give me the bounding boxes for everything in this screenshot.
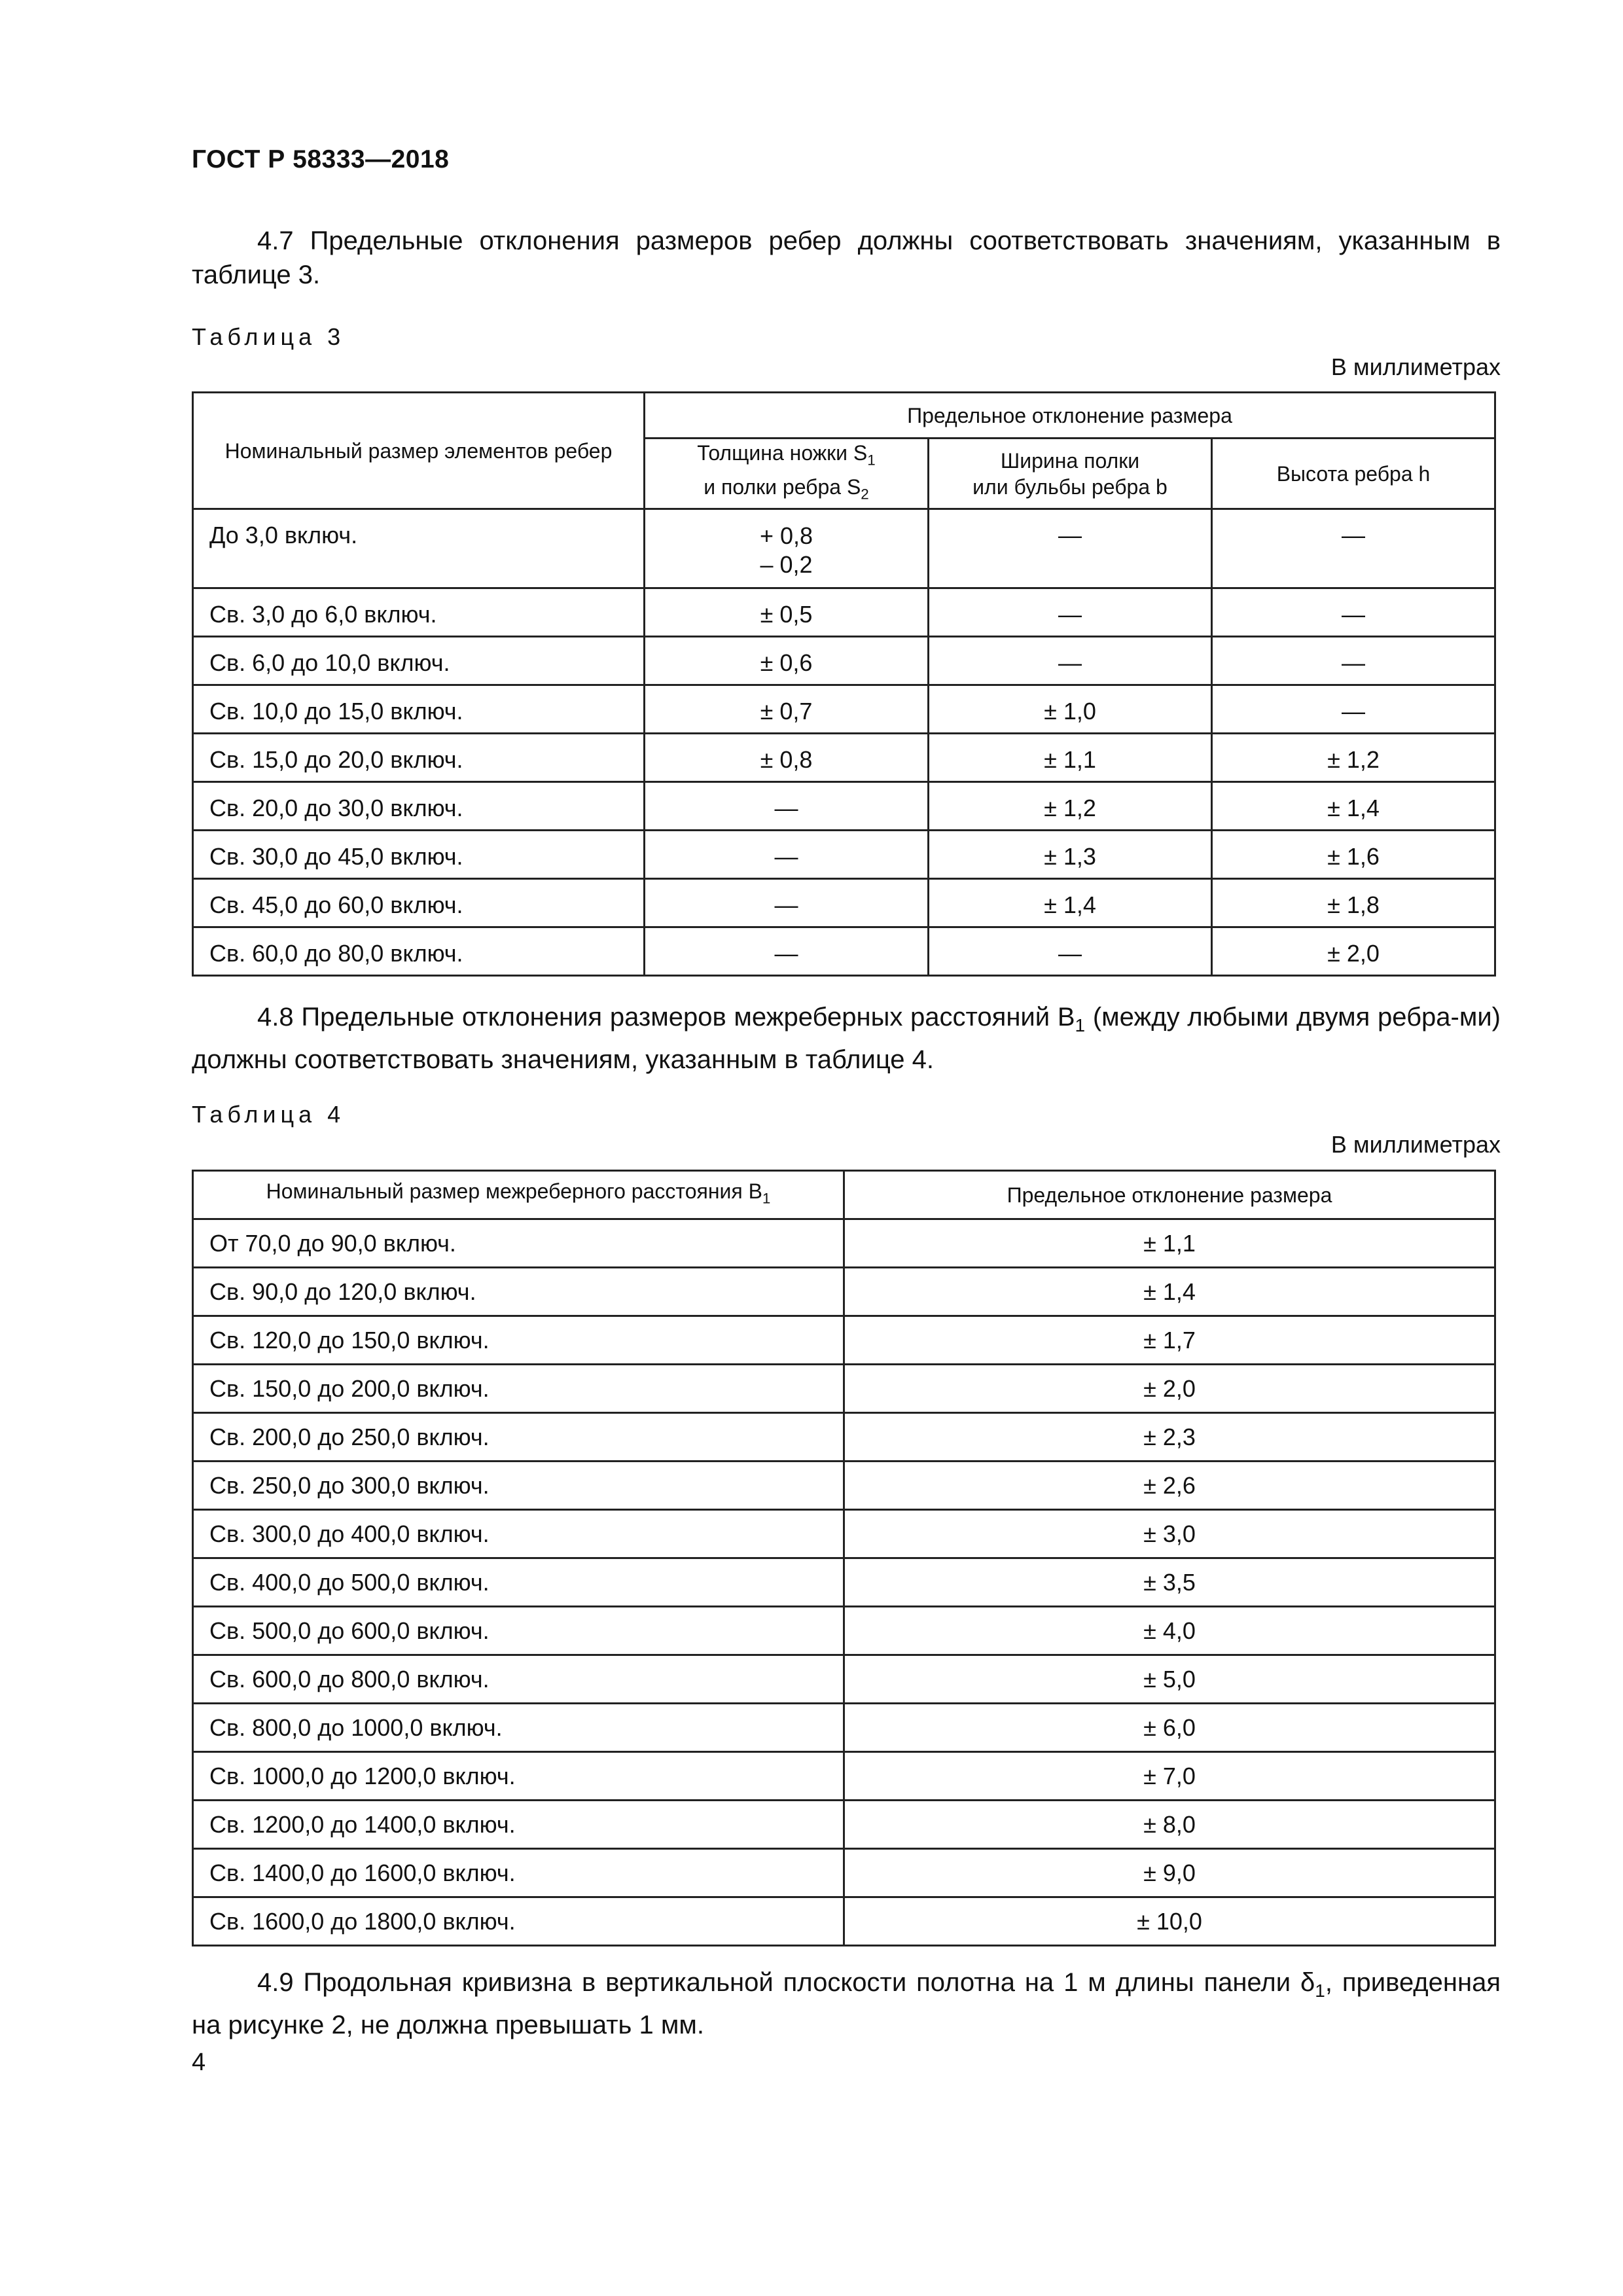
table3-cell-size: Св. 45,0 до 60,0 включ.	[193, 879, 645, 927]
paragraph-4-7-text: 4.7 Предельные отклонения размеров ребер должны соответствовать значениям, указанным в таблице 3.	[192, 226, 1501, 289]
table3-header-deviation-group: Предельное отклонение размера	[645, 393, 1495, 439]
table4-row	[193, 1897, 1495, 1946]
table4-row	[193, 1752, 1495, 1801]
table4-cell-size: Св. 400,0 до 500,0 включ.	[193, 1558, 844, 1607]
table4-row	[193, 1316, 1495, 1365]
table4-cell-size: Св. 600,0 до 800,0 включ.	[193, 1655, 844, 1704]
table4-cell-deviation: ± 9,0	[844, 1849, 1495, 1897]
table3-cell-size: Св. 10,0 до 15,0 включ.	[193, 685, 645, 734]
table3-cell-width: —	[929, 637, 1212, 685]
table3-cell-size: Св. 20,0 до 30,0 включ.	[193, 782, 645, 831]
table3-cell-width: —	[929, 927, 1212, 976]
table4-cell-size: Св. 1200,0 до 1400,0 включ.	[193, 1801, 844, 1849]
table3-header-nominal: Номинальный размер элементов ребер	[193, 393, 645, 509]
table4-row	[193, 1462, 1495, 1510]
table4-cell-deviation: ± 3,0	[844, 1510, 1495, 1558]
table3-cell-width: ± 1,0	[929, 685, 1212, 734]
table3-row	[193, 685, 1495, 734]
table3-caption: Таблица 3	[192, 323, 346, 350]
table3-cell-thickness: ± 0,5	[645, 588, 929, 637]
table4-cell-deviation: ± 2,3	[844, 1413, 1495, 1462]
paragraph-4-7	[192, 224, 1501, 292]
table3-cell-size: Св. 60,0 до 80,0 включ.	[193, 927, 645, 976]
table3-cell-height: —	[1212, 637, 1495, 685]
table-3	[192, 391, 1496, 977]
table4-row	[193, 1510, 1495, 1558]
table3-cell-width: ± 1,2	[929, 782, 1212, 831]
table3-cell-thickness: —	[645, 782, 929, 831]
table3-cell-size: Св. 15,0 до 20,0 включ.	[193, 734, 645, 782]
table3-cell-width: —	[929, 509, 1212, 588]
table3-cell-thickness: —	[645, 927, 929, 976]
table4-units: В миллиметрах	[1330, 1131, 1501, 1158]
table3-row	[193, 831, 1495, 879]
table4-cell-size: Св. 200,0 до 250,0 включ.	[193, 1413, 844, 1462]
table-4	[192, 1170, 1496, 1946]
table4-cell-deviation: ± 6,0	[844, 1704, 1495, 1752]
table3-header-width: Ширина полки или бульбы ребра b	[929, 439, 1212, 509]
table3-cell-size: Св. 30,0 до 45,0 включ.	[193, 831, 645, 879]
table3-cell-size: Св. 6,0 до 10,0 включ.	[193, 637, 645, 685]
table4-cell-size: Св. 500,0 до 600,0 включ.	[193, 1607, 844, 1655]
table3-cell-height: ± 1,6	[1212, 831, 1495, 879]
table3-cell-thickness: —	[645, 879, 929, 927]
table4-cell-deviation: ± 2,0	[844, 1365, 1495, 1413]
table3-cell-size: До 3,0 включ.	[193, 509, 645, 588]
table4-cell-size: Св. 1400,0 до 1600,0 включ.	[193, 1849, 844, 1897]
table4-cell-deviation: ± 7,0	[844, 1752, 1495, 1801]
table4-row	[193, 1558, 1495, 1607]
table4-row	[193, 1607, 1495, 1655]
table3-cell-height: ± 1,2	[1212, 734, 1495, 782]
table4-row	[193, 1365, 1495, 1413]
table4-cell-size: Св. 90,0 до 120,0 включ.	[193, 1268, 844, 1316]
table4-row	[193, 1268, 1495, 1316]
table3-cell-height: ± 1,4	[1212, 782, 1495, 831]
table4-row	[193, 1655, 1495, 1704]
table3-cell-thickness: + 0,8 – 0,2	[645, 509, 929, 588]
table3-cell-width: ± 1,1	[929, 734, 1212, 782]
table4-cell-size: От 70,0 до 90,0 включ.	[193, 1219, 844, 1268]
table4-caption: Таблица 4	[192, 1101, 346, 1128]
table3-row	[193, 782, 1495, 831]
table4-cell-deviation: ± 4,0	[844, 1607, 1495, 1655]
table3-row	[193, 879, 1495, 927]
table4-cell-deviation: ± 1,4	[844, 1268, 1495, 1316]
table4-row	[193, 1413, 1495, 1462]
table4-cell-deviation: ± 1,7	[844, 1316, 1495, 1365]
table3-cell-height: ± 2,0	[1212, 927, 1495, 976]
table3-row	[193, 588, 1495, 637]
table4-cell-deviation: ± 3,5	[844, 1558, 1495, 1607]
table3-header-height: Высота ребра h	[1212, 439, 1495, 509]
table4-cell-size: Св. 300,0 до 400,0 включ.	[193, 1510, 844, 1558]
page-number: 4	[192, 2049, 206, 2076]
table3-cell-thickness: ± 0,6	[645, 637, 929, 685]
table3-cell-thickness: ± 0,7	[645, 685, 929, 734]
table4-row	[193, 1219, 1495, 1268]
document-header: ГОСТ Р 58333—2018	[192, 145, 450, 173]
table4-row	[193, 1801, 1495, 1849]
table3-units: В миллиметрах	[1330, 353, 1501, 380]
table4-cell-size: Св. 120,0 до 150,0 включ.	[193, 1316, 844, 1365]
table3-row	[193, 509, 1495, 588]
table4-cell-deviation: ± 10,0	[844, 1897, 1495, 1946]
table4-cell-deviation: ± 1,1	[844, 1219, 1495, 1268]
table3-cell-height: —	[1212, 509, 1495, 588]
table4-header-nominal: Номинальный размер межреберного расстояния $B_1$	[193, 1171, 844, 1219]
table4-row	[193, 1849, 1495, 1897]
table4-cell-deviation: ± 5,0	[844, 1655, 1495, 1704]
table3-cell-size: Св. 3,0 до 6,0 включ.	[193, 588, 645, 637]
table4-row	[193, 1704, 1495, 1752]
table3-cell-height: ± 1,8	[1212, 879, 1495, 927]
table3-cell-height: —	[1212, 685, 1495, 734]
table4-cell-size: Св. 1000,0 до 1200,0 включ.	[193, 1752, 844, 1801]
table4-cell-size: Св. 250,0 до 300,0 включ.	[193, 1462, 844, 1510]
table4-cell-size: Св. 1600,0 до 1800,0 включ.	[193, 1897, 844, 1946]
table4-cell-deviation: ± 8,0	[844, 1801, 1495, 1849]
table4-cell-size: Св. 150,0 до 200,0 включ.	[193, 1365, 844, 1413]
paragraph-4-9: 4.9 Продольная кривизна в вертикальной плоскости полотна на 1 м длины панели $\delta_1$, приведенная на рисунке 2, не должна превышать 1 мм.	[192, 1968, 1501, 2039]
table3-header-thickness: Толщина ножки $S_1$ и полки ребра $S_2$	[645, 439, 929, 509]
table3-cell-width: ± 1,3	[929, 831, 1212, 879]
table3-row	[193, 637, 1495, 685]
table3-cell-width: —	[929, 588, 1212, 637]
table4-cell-size: Св. 800,0 до 1000,0 включ.	[193, 1704, 844, 1752]
table3-cell-thickness: —	[645, 831, 929, 879]
table3-row	[193, 734, 1495, 782]
table4-cell-deviation: ± 2,6	[844, 1462, 1495, 1510]
table4-header-deviation: Предельное отклонение размера	[844, 1171, 1495, 1219]
table3-cell-height: —	[1212, 588, 1495, 637]
table3-cell-thickness: ± 0,8	[645, 734, 929, 782]
paragraph-4-8: 4.8 Предельные отклонения размеров межреберных расстояний $B_1$ (между любыми двумя ребра-ми) должны соответствовать значениям, указанным в таблице 4.	[192, 1003, 1501, 1074]
table3-cell-width: ± 1,4	[929, 879, 1212, 927]
table3-row	[193, 927, 1495, 976]
